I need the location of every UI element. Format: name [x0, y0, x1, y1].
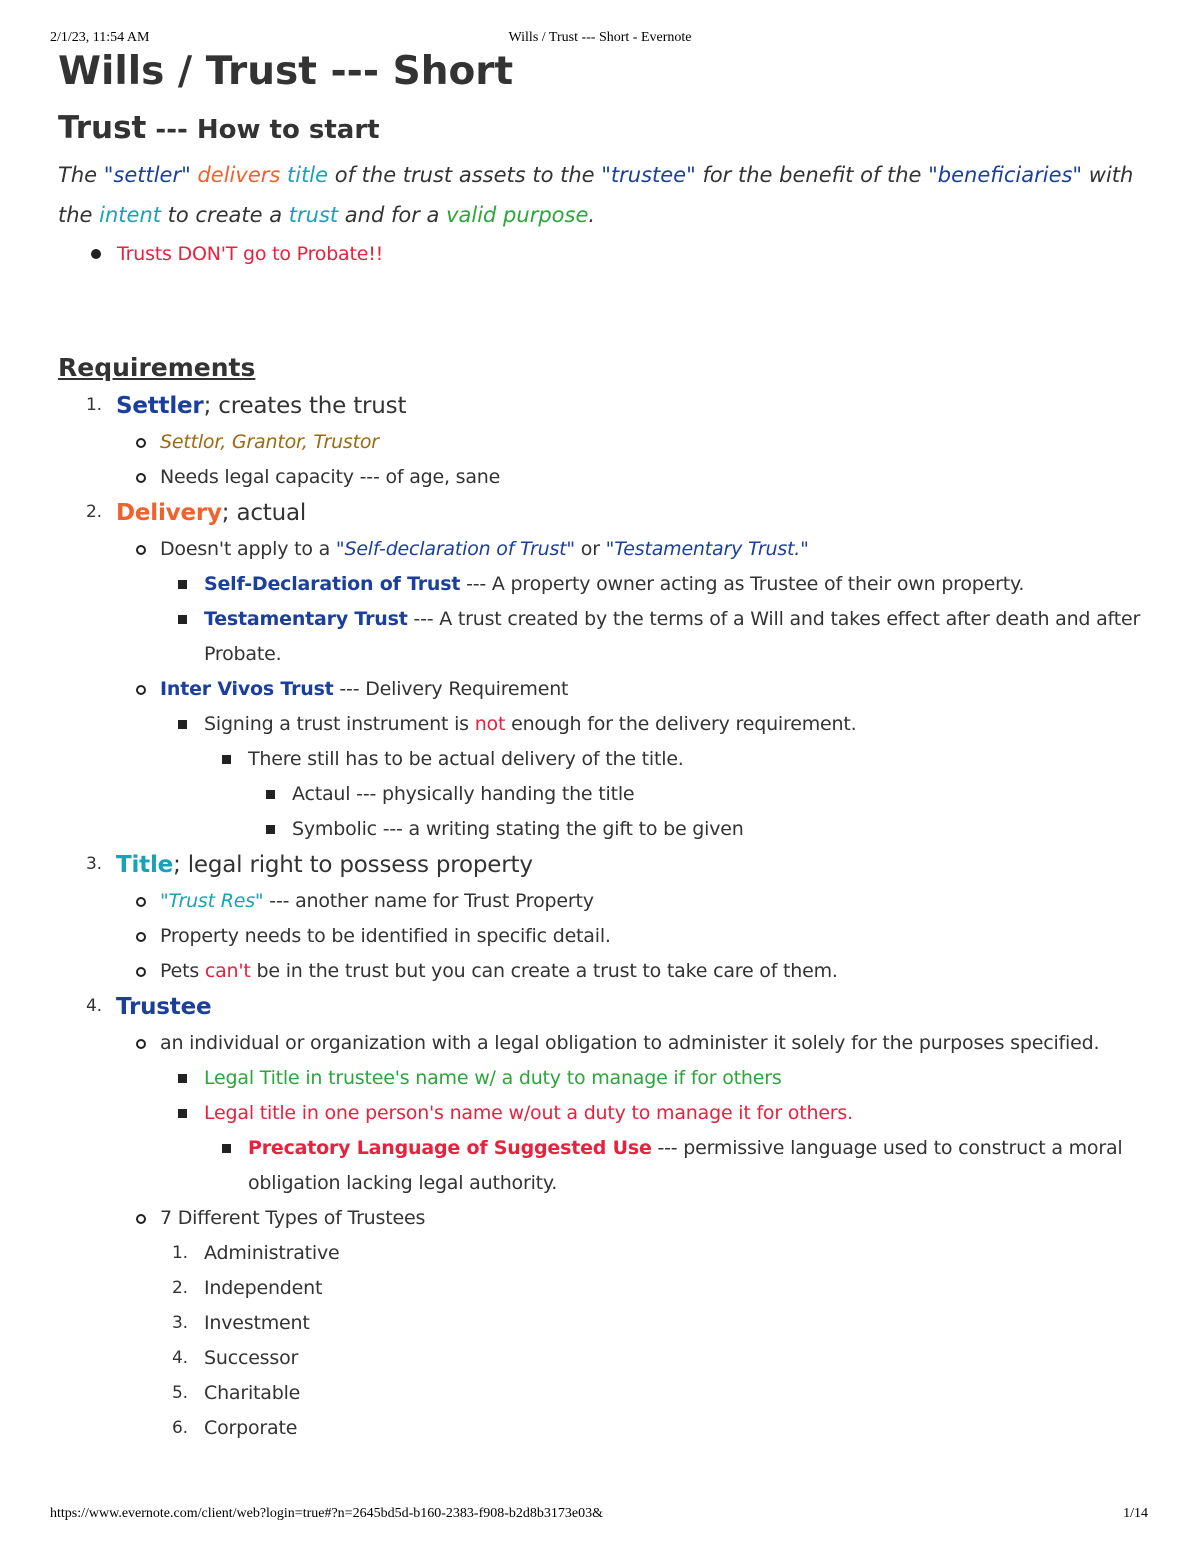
list-item [160, 1026, 1148, 1201]
text-run: ; actual [221, 500, 307, 526]
section-heading-trust [58, 110, 1148, 151]
list-number: 5. [172, 1383, 188, 1403]
text-run: --- A property owner acting as Trustee of their own property. [460, 573, 1025, 595]
text-run: enough for the delivery requirement. [505, 713, 857, 735]
sub-list [204, 707, 1148, 847]
text-run: or [574, 538, 606, 560]
heading-how-to-start: --- How to start [146, 115, 380, 145]
trustee-type-label: Charitable [204, 1382, 301, 1404]
text-run: Pets [160, 960, 205, 982]
list-item [172, 1236, 1148, 1271]
text-run: There still has to be actual delivery of the title. [248, 748, 684, 770]
term-delivery: Delivery [116, 500, 222, 526]
text-run: The [58, 163, 104, 187]
text-run: --- another name for Trust Property [263, 890, 594, 912]
term-trustee: "trustee" [601, 163, 696, 187]
print-header [0, 30, 1200, 50]
text-run: to create a [160, 203, 289, 227]
list-number: 1. [86, 395, 102, 415]
term-trustee: Trustee [116, 994, 212, 1020]
list-item [204, 1096, 1148, 1201]
list-item: Property needs to be identified in specific detail. [160, 919, 1148, 954]
trustee-type-label: Administrative [204, 1242, 340, 1264]
term-testamentary: "Testamentary Trust." [605, 538, 809, 560]
list-item [160, 1201, 1148, 1446]
requirement-title [86, 847, 1148, 989]
print-url: https://www.evernote.com/client/web?login=true#?n=2645bd5d-b160-2383-f908-b2d8b3173e03& [50, 1506, 603, 1521]
list-number: 3. [86, 854, 102, 874]
text-run: Signing a trust instrument is [204, 713, 475, 735]
list-item: Trusts DON'T go to Probate!! [117, 237, 1148, 272]
sub-list [160, 884, 1148, 989]
term-self-declaration: Self-Declaration of Trust [204, 573, 461, 595]
sub-list [292, 777, 1148, 847]
term-title: Title [116, 852, 174, 878]
requirement-label [116, 388, 1148, 425]
requirement-delivery [86, 495, 1148, 847]
requirements-list [86, 388, 1148, 1446]
list-item: Actaul --- physically handing the title [292, 777, 1148, 812]
print-footer [0, 1506, 1200, 1526]
sub-list [160, 425, 1148, 495]
list-number: 2. [172, 1278, 188, 1298]
sub-list [160, 532, 1148, 847]
requirement-trustee [86, 989, 1148, 1446]
list-item [204, 602, 1148, 672]
intro-paragraph [58, 155, 1148, 235]
list-item [160, 954, 1148, 989]
text-run: ; creates the trust [203, 393, 407, 419]
term-beneficiaries: "beneficiaries" [928, 163, 1083, 187]
print-date: 2/1/23, 11:54 AM [50, 30, 150, 45]
list-item: Settlor, Grantor, Trustor [160, 425, 1148, 460]
page-title: Wills / Trust --- Short [58, 49, 514, 94]
term-settler: "settler" [103, 163, 191, 187]
sub-list [248, 742, 1148, 847]
sub-list [160, 1026, 1148, 1446]
term-valid-purpose: valid purpose [446, 203, 589, 227]
list-item [160, 884, 1148, 919]
list-item [204, 567, 1148, 602]
list-item: Symbolic --- a writing stating the gift to be given [292, 812, 1148, 847]
text-run: Legal title in one person's name w/out a duty to manage it for others. [204, 1102, 853, 1124]
list-item [172, 1271, 1148, 1306]
note-content [58, 50, 1148, 1446]
emphasis-not: not [474, 713, 506, 735]
term-trust: trust [288, 203, 339, 227]
text-run: be in the trust but you can create a trust to take care of them. [250, 960, 838, 982]
list-item [172, 1306, 1148, 1341]
list-item [248, 742, 1148, 847]
list-item [248, 1131, 1148, 1201]
trustee-types-list [172, 1236, 1148, 1446]
text-run: 7 Different Types of Trustees [160, 1207, 426, 1229]
requirement-settler [86, 388, 1148, 495]
print-title: Wills / Trust --- Short - Evernote [508, 30, 692, 45]
term-self-declaration: "Self-declaration of Trust" [335, 538, 575, 560]
list-number: 2. [86, 502, 102, 522]
text-run: an individual or organization with a legal obligation to administer it solely for the purposes specified. [160, 1032, 1100, 1054]
sub-list [204, 1061, 1148, 1201]
list-number: 4. [172, 1348, 188, 1368]
list-number: 3. [172, 1313, 188, 1333]
term-intent: intent [99, 203, 161, 227]
list-item: Legal Title in trustee's name w/ a duty to manage if for others [204, 1061, 1148, 1096]
list-item [160, 532, 1148, 672]
list-item [160, 672, 1148, 847]
list-item [204, 707, 1148, 847]
requirement-label [116, 847, 1148, 884]
intro-bullet-list [117, 237, 1148, 272]
emphasis-cant: can't [204, 960, 251, 982]
sub-list [204, 567, 1148, 672]
list-item [172, 1411, 1148, 1446]
trustee-type-label: Corporate [204, 1417, 298, 1439]
list-item [172, 1341, 1148, 1376]
list-item [172, 1376, 1148, 1411]
text-run: of the trust assets to the [328, 163, 602, 187]
text-run: for the benefit of the [695, 163, 929, 187]
text-run: Doesn't apply to a [160, 538, 336, 560]
list-item: Needs legal capacity --- of age, sane [160, 460, 1148, 495]
requirement-label [116, 989, 1148, 1026]
trustee-type-label: Independent [204, 1277, 323, 1299]
text-run: ; legal right to possess property [173, 852, 533, 878]
list-number: 4. [86, 996, 102, 1016]
text-run: --- Delivery Requirement [333, 678, 569, 700]
text-run: --- permissive language used to construct a moral obligation lacking legal authority. [248, 1137, 1123, 1194]
term-title: title [287, 163, 329, 187]
trustee-type-label: Successor [204, 1347, 299, 1369]
term-testamentary: Testamentary Trust [204, 608, 408, 630]
text-run [280, 163, 287, 187]
text-run: and for a [338, 203, 447, 227]
requirements-heading: Requirements [58, 353, 256, 382]
term-settler: Settler [116, 393, 204, 419]
term-inter-vivos: Inter Vivos Trust [160, 678, 334, 700]
list-number: 6. [172, 1418, 188, 1438]
requirement-label [116, 495, 1148, 532]
sub-list [248, 1131, 1148, 1201]
trustee-type-label: Investment [204, 1312, 310, 1334]
text-run: --- A trust created by the terms of a Will and takes effect after death and after Probate. [204, 608, 1141, 665]
heading-trust: Trust [58, 110, 147, 146]
page-number: 1/14 [1123, 1506, 1148, 1521]
list-number: 1. [172, 1243, 188, 1263]
term-precatory-language: Precatory Language of Suggested Use [248, 1137, 652, 1159]
term-delivers: delivers [197, 163, 281, 187]
text-run: . [588, 203, 596, 227]
text-run: with the [58, 163, 1134, 227]
term-trust-res: "Trust Res" [160, 890, 264, 912]
